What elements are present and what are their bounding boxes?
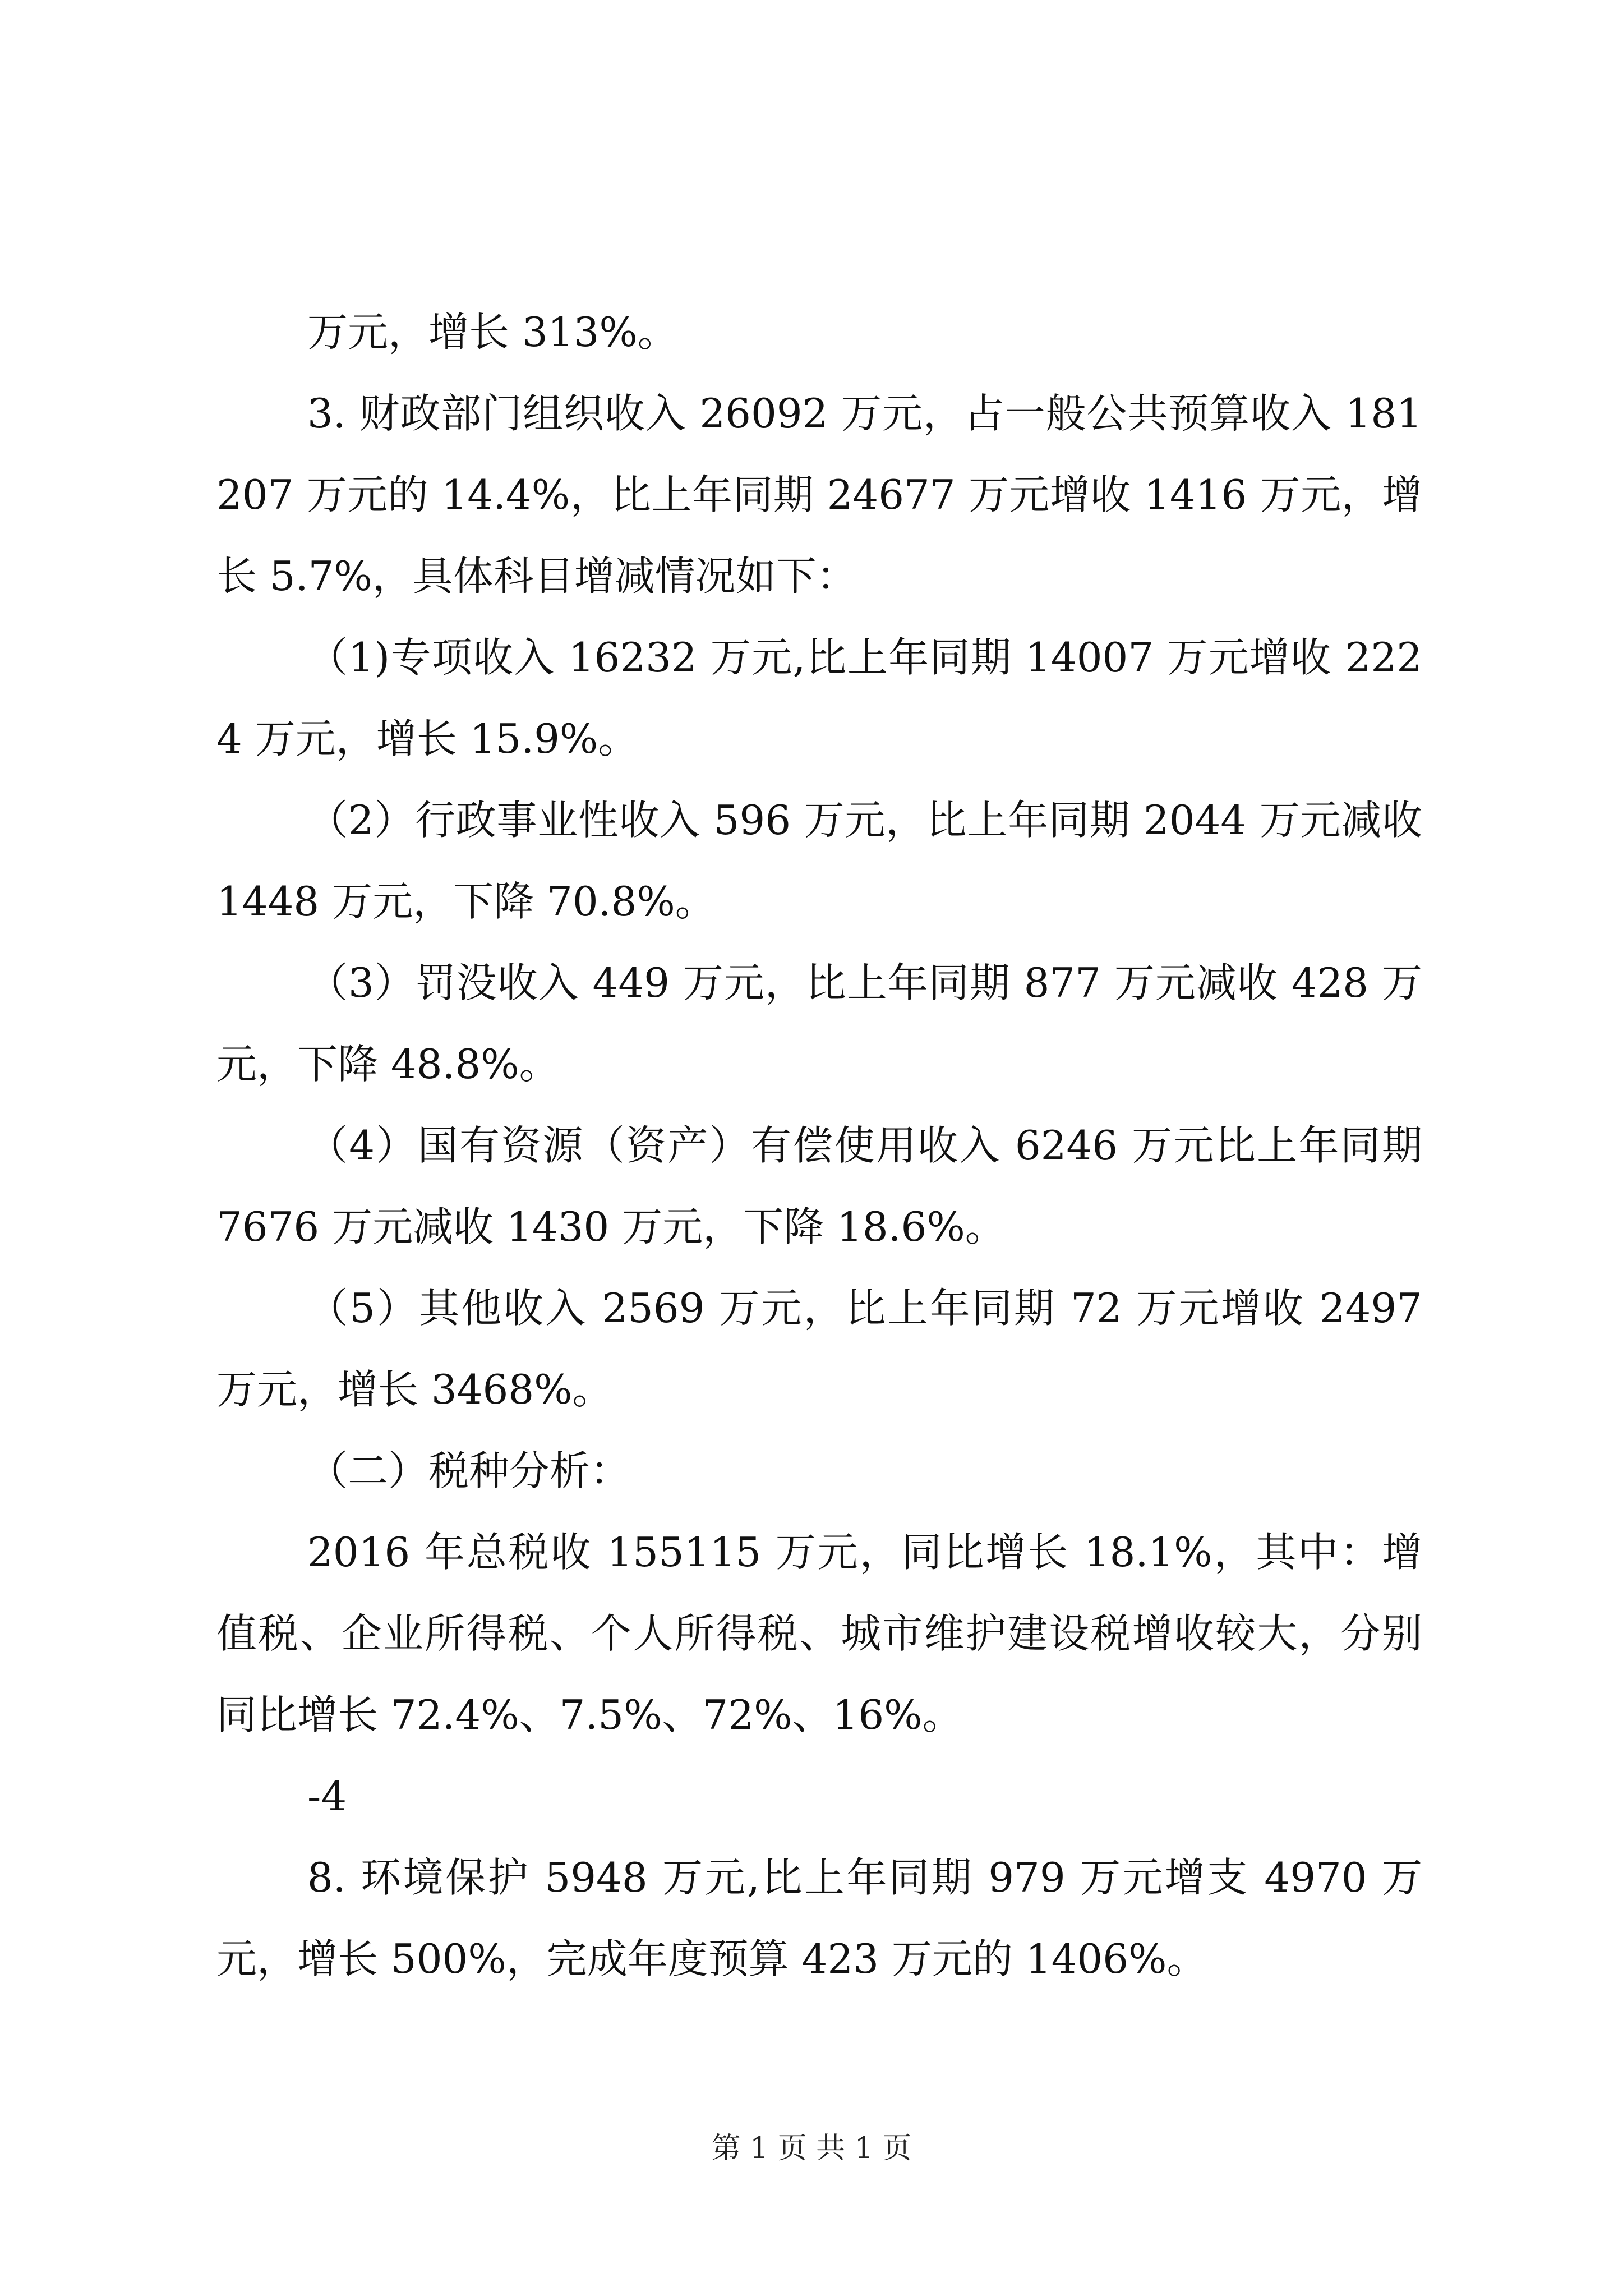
page-number: 第 1 页 共 1 页 xyxy=(711,2132,912,2165)
paragraph-finance-revenue: 3. 财政部门组织收入 26092 万元，占一般公共预算收入 181207 万元的 14.4%，比上年同期 24677 万元增收 1416 万元，增长 5.7%，具体科目增减情况如下： xyxy=(216,390,1422,600)
paragraph-environmental-protection: 8. 环境保护 5948 万元,比上年同期 979 万元增支 4970 万元，增长 500%，完成年度预算 423 万元的 1406%。 xyxy=(216,1854,1422,1982)
paragraph-administrative-revenue: （2）行政事业性收入 596 万元，比上年同期 2044 万元减收 1448 万元，下降 70.8%。 xyxy=(216,797,1422,925)
section-heading-tax-analysis: （二）税种分析： xyxy=(307,1447,631,1494)
paragraph-special-revenue: （1)专项收入 16232 万元,比上年同期 14007 万元增收 2224 万元，增长 15.9%。 xyxy=(216,634,1422,762)
paragraph-fines-revenue: （3）罚没收入 449 万元，比上年同期 877 万元减收 428 万元，下降 48.8%。 xyxy=(216,959,1422,1088)
page-marker: -4 xyxy=(307,1773,347,1820)
document-body xyxy=(216,292,1422,2000)
paragraph-tax-total: 2016 年总税收 155115 万元，同比增长 18.1%，其中：增值税、企业所得税、个人所得税、城市维护建设税增收较大，分别同比增长 72.4%、7.5%、72%、16%。 xyxy=(216,1529,1422,1738)
paragraph-continuation: 万元，增长 313%。 xyxy=(307,309,678,356)
paragraph-other-revenue: （5）其他收入 2569 万元，比上年同期 72 万元增收 2497 万元，增长 3468%。 xyxy=(216,1285,1422,1413)
paragraph-state-assets-revenue: （4）国有资源（资产）有偿使用收入 6246 万元比上年同期 7676 万元减收 1430 万元，下降 18.6%。 xyxy=(216,1122,1422,1250)
